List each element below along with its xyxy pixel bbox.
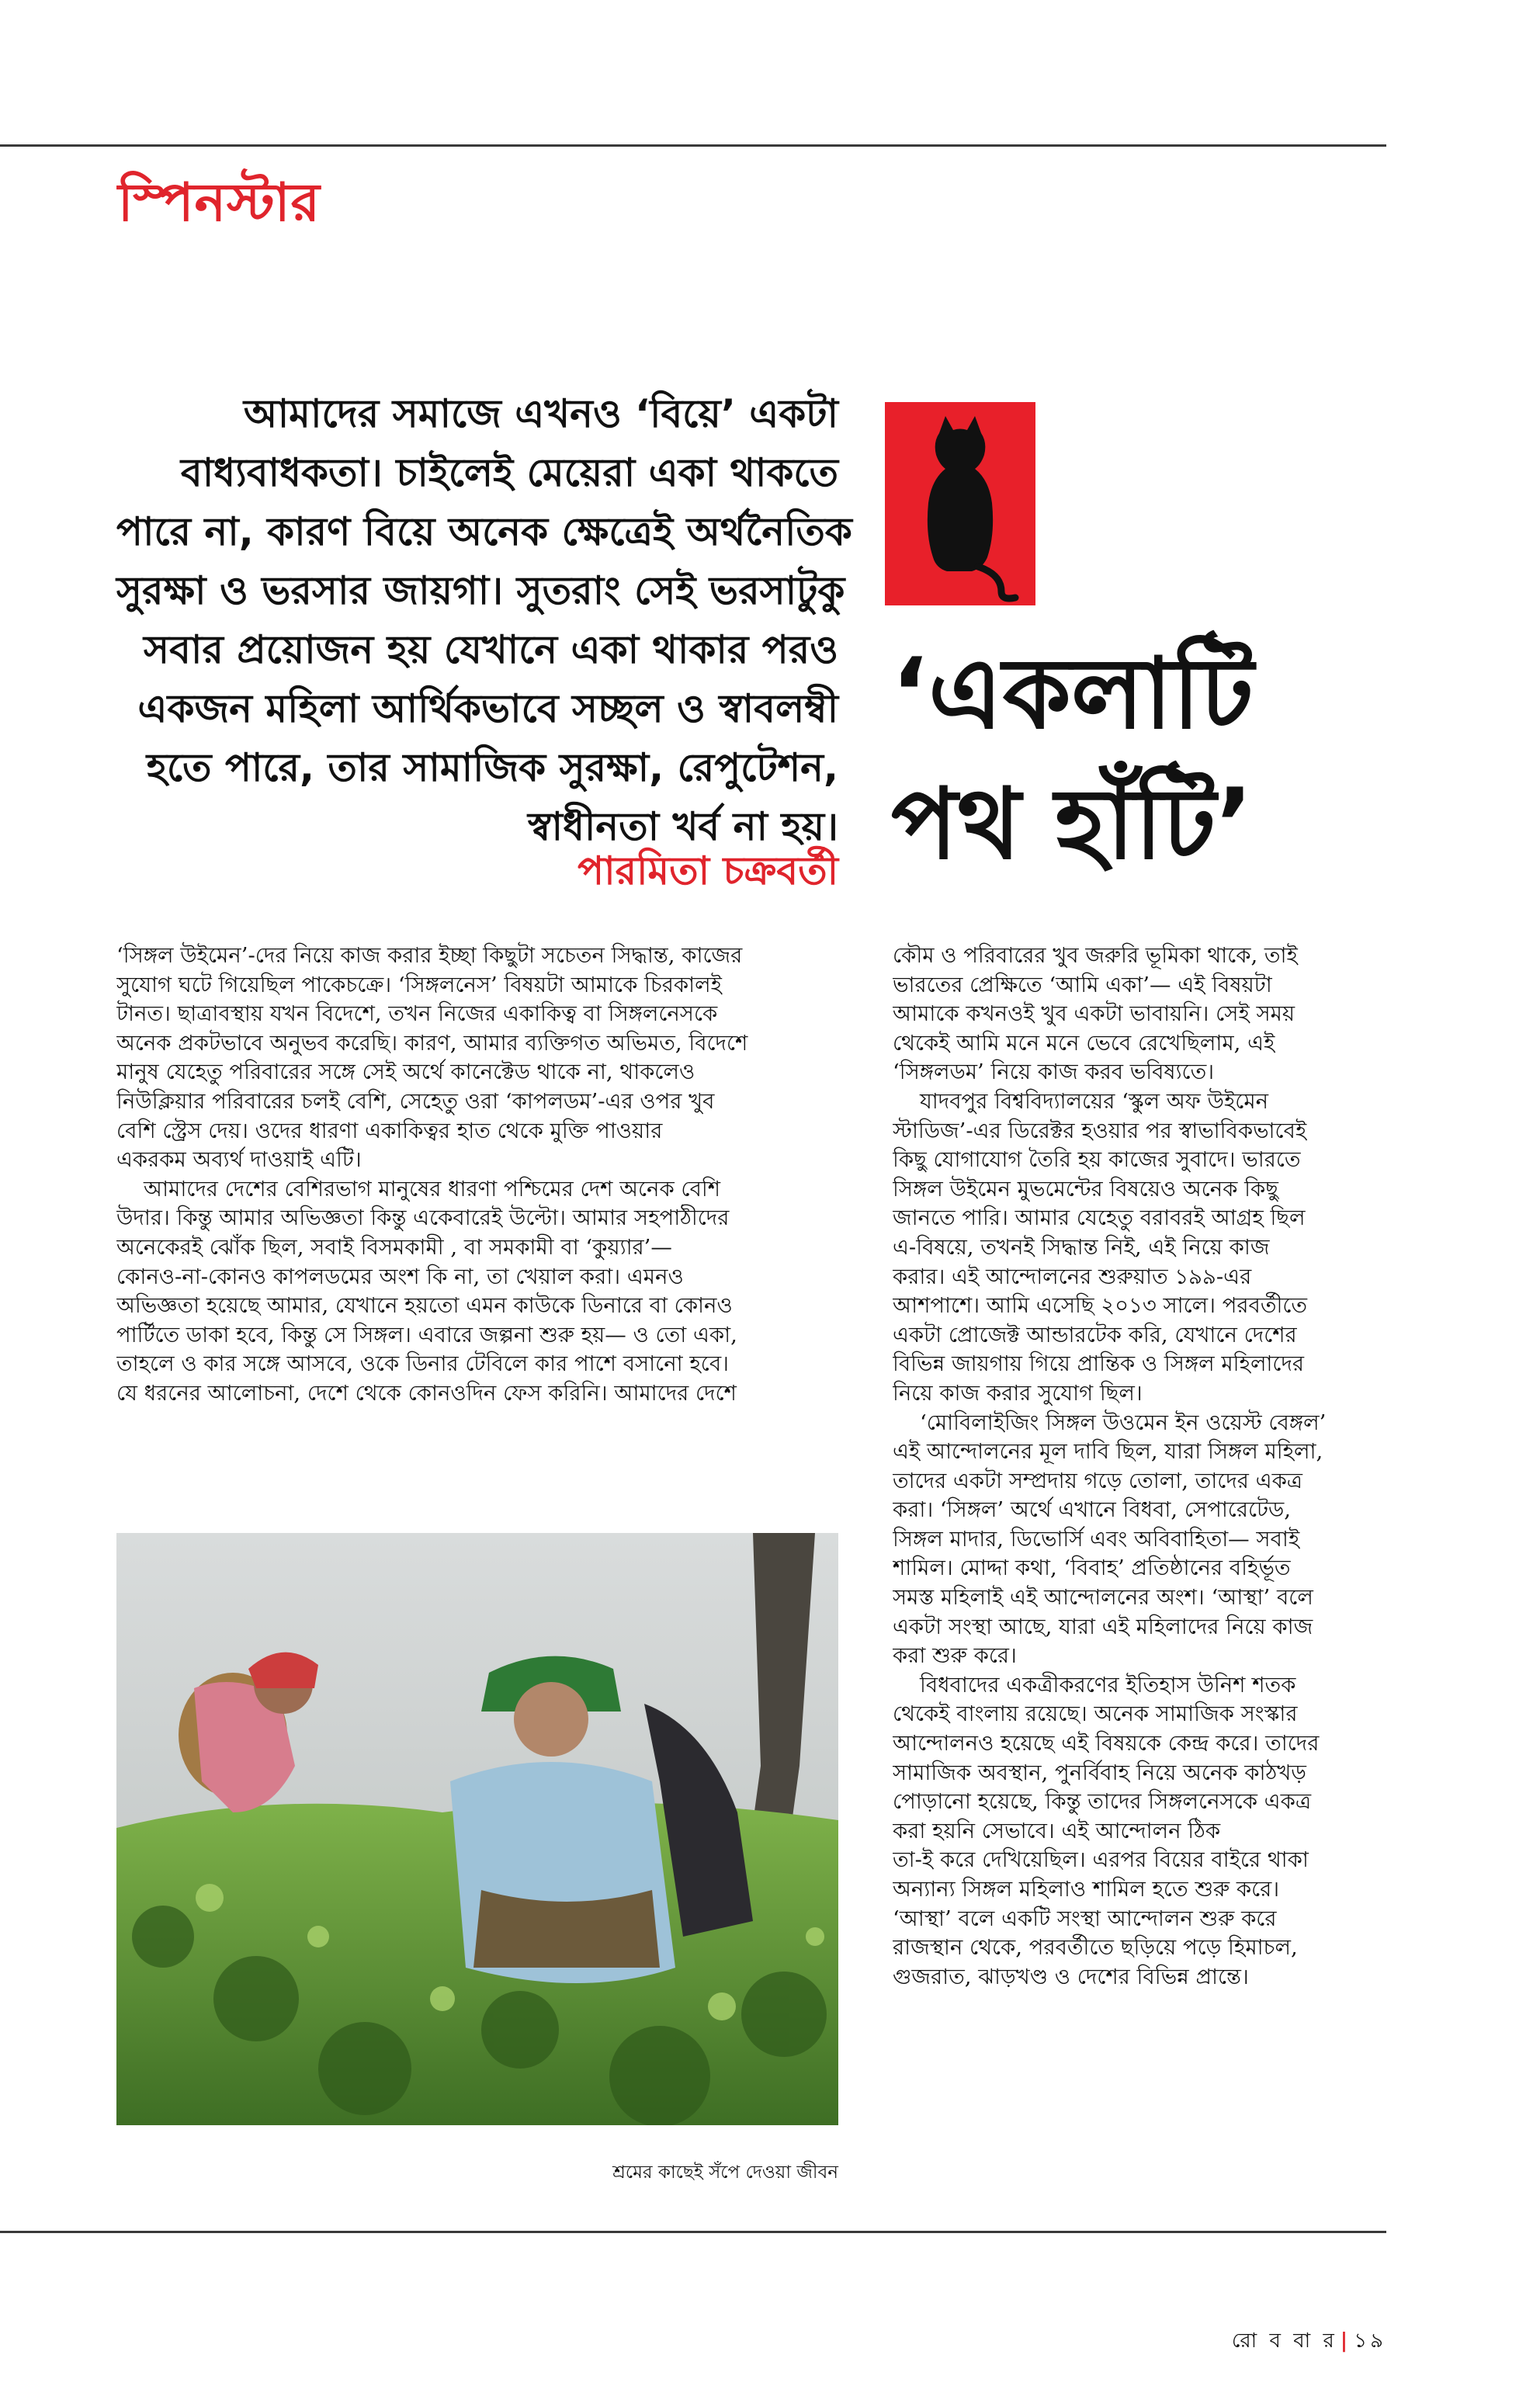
body-text-line: বিধবাদের একত্রীকরণের ইতিহাস উনিশ শতক [893, 1672, 1296, 1698]
photo-caption: শ্রমের কাছেই সঁপে দেওয়া জীবন [612, 2162, 838, 2183]
standfirst-line: সবার প্রয়োজন হয় যেখানে একা থাকার পরও [144, 627, 838, 672]
body-text-line: অভিজ্ঞতা হয়েছে আমার, যেখানে হয়তো এমন কাউকে ডিনারে বা কোনও [116, 1293, 733, 1319]
body-text-line: আশপাশে। আমি এসেছি ২০১৩ সালে। পরবর্তীতে [893, 1293, 1308, 1319]
body-text-line: করা শুরু করে। [893, 1643, 1017, 1669]
body-text-line: সিঙ্গল উইমেন মুভমেন্টের বিষয়েও অনেক কিছু [893, 1176, 1278, 1202]
body-text-line: সুযোগ ঘটে গিয়েছিল পাকেচক্রে। ‘সিঙ্গলনেস’ বিষয়টা আমাকে চিরকালই [116, 972, 722, 997]
standfirst-line: বাধ্যবাধকতা। চাইলেই মেয়েরা একা থাকতে [180, 450, 838, 495]
body-text-line: অন্যান্য সিঙ্গল মহিলাও শামিল হতে শুরু করে। [893, 1877, 1280, 1902]
body-text-line: অনেকেরই ঝোঁক ছিল, সবাই বিসমকামী , বা সমকামী বা ‘কুয়্যার’— [116, 1234, 672, 1260]
body-text-line: থেকেই বাংলায় রয়েছে। অনেক সামাজিক সংস্কার [893, 1701, 1298, 1727]
page-footer [1195, 2325, 1386, 2359]
headline-line-2: পথ হাঁটি’ [891, 767, 1254, 881]
body-text-line: ‘সিঙ্গল উইমেন’-দের নিয়ে কাজ করার ইচ্ছা কিছুটা সচেতন সিদ্ধান্ত, কাজের [116, 943, 743, 968]
body-text-line: আমাকে কখনওই খুব একটা ভাবায়নি। সেই সময় [893, 1001, 1295, 1027]
body-text-line: একটা প্রোজেক্ট আন্ডারটেক করি, যেখানে দেশের [893, 1322, 1297, 1347]
body-text-line: নিউক্লিয়ার পরিবারের চলই বেশি, সেহেতু ওরা ‘কাপলডম’-এর ওপর খুব [116, 1088, 715, 1114]
body-text-line: তা-ই করে দেখিয়েছিল। এরপর বিয়ের বাইরে থাকা [893, 1847, 1309, 1873]
bottom-rule [0, 2231, 1386, 2233]
body-text-line: কিছু যোগাযোগ তৈরি হয় কাজের সুবাদে। ভারতে [893, 1147, 1301, 1173]
body-text-line: টানত। ছাত্রাবস্থায় যখন বিদেশে, তখন নিজের একাকিত্ব বা সিঙ্গলনেসকে [116, 1001, 718, 1027]
standfirst-line: হতে পারে, তার সামাজিক সুরক্ষা, রেপুটেশন, [146, 745, 838, 790]
body-text-line: সামাজিক অবস্থান, পুনর্বিবাহ নিয়ে অনেক কাঠখড় [893, 1760, 1306, 1785]
body-text-line: মানুষ যেহেতু পরিবারের সঙ্গে সেই অর্থে কানেক্টেড থাকে না, থাকলেও [116, 1060, 695, 1085]
body-text-line: সিঙ্গল মাদার, ডিভোর্সি এবং অবিবাহিতা— সবাই [893, 1526, 1300, 1552]
body-text-line: আন্দোলনও হয়েছে এই বিষয়কে কেন্দ্র করে। তাদের [893, 1731, 1320, 1757]
body-text-line: কোনও-না-কোনও কাপলডমের অংশ কি না, তা খেয়াল করা। এমনও [116, 1264, 684, 1289]
body-text-line: জানতে পারি। আমার যেহেতু বরাবরই আগ্রহ ছিল [893, 1205, 1306, 1231]
body-text-line: তাদের একটা সম্প্রদায় গড়ে তোলা, তাদের একত্র [893, 1468, 1303, 1493]
headline [891, 629, 1388, 890]
body-text-line: ‘মোবিলাইজিং সিঙ্গল উওমেন ইন ওয়েস্ট বেঙ্গল’ [893, 1410, 1327, 1435]
body-text-line: করার। এই আন্দোলনের শুরুয়াত ১৯৯-এর [893, 1264, 1252, 1289]
body-text-line: ভারতের প্রেক্ষিতে ‘আমি একা’— এই বিষয়টা [893, 972, 1272, 997]
body-text-line: শামিল। মোদ্দা কথা, ‘বিবাহ’ প্রতিষ্ঠানের বহির্ভূত [893, 1555, 1291, 1581]
top-rule [0, 144, 1386, 147]
body-text-line: যে ধরনের আলোচনা, দেশে থেকে কোনওদিন ফেস করিনি। আমাদের দেশে [116, 1380, 737, 1406]
body-text-line: নিয়ে কাজ করার সুযোগ ছিল। [893, 1380, 1143, 1406]
body-text-line: পার্টিতে ডাকা হবে, কিন্তু সে সিঙ্গল। এবারে জল্পনা শুরু হয়— ও তো একা, [116, 1322, 737, 1347]
body-text-line: করা। ‘সিঙ্গল’ অর্থে এখানে বিধবা, সেপারেটেড, [893, 1497, 1291, 1523]
body-text-line: তাহলে ও কার সঙ্গে আসবে, ওকে ডিনার টেবিলে কার পাশে বসানো হবে। [116, 1351, 729, 1377]
tea-pickers-photo [116, 1533, 838, 2125]
body-text-line: করা হয়নি সেভাবে। এই আন্দোলন ঠিক [893, 1818, 1221, 1843]
standfirst-line: আমাদের সমাজে এখনও ‘বিয়ে’ একটা [243, 391, 838, 436]
body-text-line: গুজরাত, ঝাড়খণ্ড ও দেশের বিভিন্ন প্রান্তে। [893, 1964, 1249, 1989]
body-text-line: ‘সিঙ্গলডম’ নিয়ে কাজ করব ভবিষ্যতে। [893, 1060, 1215, 1085]
body-text-line: আমাদের দেশের বেশিরভাগ মানুষের ধারণা পশ্চিমের দেশ অনেক বেশি [116, 1176, 721, 1202]
body-text-line: স্টাডিজ’-এর ডিরেক্টর হওয়ার পর স্বাভাবিকভাবেই [893, 1118, 1307, 1143]
body-text-line: ‘আস্থা’ বলে একটি সংস্থা আন্দোলন শুরু করে [893, 1906, 1277, 1931]
body-text-line: রাজস্থান থেকে, পরবর্তীতে ছড়িয়ে পড়ে হিমাচল, [893, 1935, 1298, 1961]
body-text-line: একরকম অব্যর্থ দাওয়াই এটি। [116, 1147, 362, 1173]
cat-silhouette-icon [885, 402, 1035, 605]
body-text-line: সমস্ত মহিলাই এই আন্দোলনের অংশ। ‘আস্থা’ বলে [893, 1585, 1313, 1611]
standfirst-line: স্বাধীনতা খর্ব না হয়। [528, 804, 838, 849]
body-text-line: বেশি স্ট্রেস দেয়। ওদের ধারণা একাকিত্বর হাত থেকে মুক্তি পাওয়ার [116, 1118, 663, 1143]
body-text-line: কৌম ও পরিবারের খুব জরুরি ভূমিকা থাকে, তাই [893, 943, 1298, 968]
body-text-line: এই আন্দোলনের মূল দাবি ছিল, যারা সিঙ্গল মহিলা, [893, 1439, 1323, 1465]
magazine-name: রো ব বা র [1231, 2329, 1337, 2353]
author-byline: পারমিতা চক্রবর্তী [578, 848, 838, 893]
body-column-left [116, 942, 838, 1409]
standfirst-line: একজন মহিলা আর্থিকভাবে সচ্ছল ও স্বাবলম্বী [137, 686, 838, 731]
body-column-right [893, 942, 1389, 1992]
standfirst-line: সুরক্ষা ও ভরসার জায়গা। সুতরাং সেই ভরসাটুকু [116, 568, 845, 613]
body-text-line: উদার। কিন্তু আমার অভিজ্ঞতা কিন্তু একেবারেই উল্টো। আমার সহপাঠীদের [116, 1205, 730, 1231]
footer-separator: | [1340, 2329, 1351, 2353]
body-text-line: একটা সংস্থা আছে, যারা এই মহিলাদের নিয়ে কাজ [893, 1614, 1313, 1639]
headline-line-1: ‘একলাটি [891, 636, 1254, 751]
standfirst [116, 384, 852, 856]
section-label: স্পিনস্টার [118, 172, 321, 234]
body-text-line: অনেক প্রকটভাবে অনুভব করেছি। কারণ, আমার ব্যক্তিগত অভিমত, বিদেশে [116, 1030, 748, 1056]
body-text-line: যাদবপুর বিশ্ববিদ্যালয়ের ‘স্কুল অফ উইমেন [893, 1088, 1269, 1114]
page-number: ১৯ [1354, 2329, 1386, 2353]
body-text-line: বিভিন্ন জায়গায় গিয়ে প্রান্তিক ও সিঙ্গল মহিলাদের [893, 1351, 1305, 1377]
cat-icon-box [885, 402, 1035, 605]
standfirst-line: পারে না, কারণ বিয়ে অনেক ক্ষেত্রেই অর্থনৈতিক [116, 509, 852, 554]
body-text-line: এ-বিষয়ে, তখনই সিদ্ধান্ত নিই, এই নিয়ে কাজ [893, 1234, 1270, 1260]
body-text-line: থেকেই আমি মনে মনে ভেবে রেখেছিলাম, এই [893, 1030, 1275, 1056]
body-text-line: পোড়ানো হয়েছে, কিন্তু তাদের সিঙ্গলনেসকে একত্র [893, 1789, 1312, 1815]
